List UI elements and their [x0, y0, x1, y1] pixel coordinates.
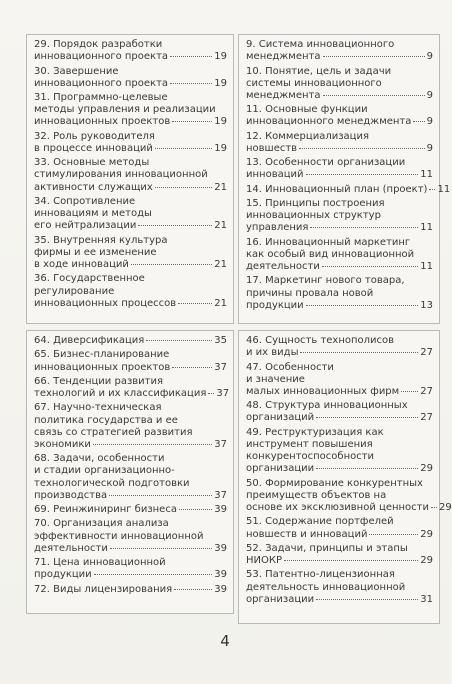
toc-entry-text: и их виды — [246, 347, 299, 359]
toc-entry-text: 53. Патентно-лицензионная — [246, 569, 395, 581]
toc-entry-text: основе их эксклюзивной ценности — [246, 502, 429, 514]
toc-entry — [246, 569, 433, 606]
page-number: 4 — [220, 632, 230, 650]
toc-entry-text: инноваций — [246, 169, 304, 181]
toc-page-ref: 21 — [214, 297, 227, 309]
toc-block-bottom-right — [238, 330, 452, 624]
dot-leader — [299, 148, 425, 149]
dot-leader — [284, 560, 418, 561]
toc-entry-text: фирмы и ее изменение — [34, 246, 157, 258]
dot-leader — [146, 340, 212, 341]
toc-entry-text: продукции — [34, 569, 92, 581]
toc-entry-text: инновационных структур — [246, 210, 381, 222]
toc-block-top-left — [26, 34, 234, 324]
toc-entry-last-line — [246, 90, 433, 102]
toc-entry — [246, 157, 433, 181]
toc-entry-text: производства — [34, 489, 108, 501]
dot-leader — [310, 227, 418, 228]
toc-entry — [34, 584, 227, 596]
toc-entry-last-line — [246, 502, 452, 514]
toc-entry — [34, 375, 230, 400]
toc-entry-last-line — [34, 569, 227, 581]
toc-entry-text: 16. Инновационный маркетинг — [246, 236, 411, 248]
dot-leader — [306, 305, 419, 306]
toc-entry-text: 48. Структура инновационных — [246, 400, 408, 412]
toc-entry — [246, 477, 452, 515]
toc-page-ref: 27 — [420, 385, 433, 397]
toc-page-ref: 9 — [426, 51, 433, 63]
toc-entry-text: конкурентоспособности — [246, 451, 375, 463]
toc-block-bottom-left — [26, 330, 234, 614]
toc-entry-text: 14. Инновационный план (проект) — [246, 183, 428, 195]
toc-page-ref: 39 — [214, 542, 227, 554]
toc-entry-text: причины провала новой — [246, 287, 374, 299]
toc-entry — [34, 92, 227, 129]
toc-entry-text: его нейтрализации — [34, 220, 137, 232]
toc-entry — [34, 402, 227, 451]
toc-entry — [246, 104, 433, 128]
toc-entry-last-line — [246, 300, 433, 312]
dot-leader — [401, 391, 418, 392]
toc-entry-text: 34. Сопротивление — [34, 195, 136, 207]
toc-entry-last-line — [246, 116, 433, 128]
dot-leader — [322, 266, 418, 267]
toc-entry — [34, 39, 227, 63]
toc-entry — [34, 157, 227, 194]
toc-page-ref: 19 — [214, 142, 227, 154]
dot-leader — [300, 352, 418, 353]
toc-entry-last-line — [34, 259, 227, 271]
dot-leader — [323, 95, 425, 96]
toc-entry-text: 46. Сущность технополисов — [246, 335, 395, 346]
toc-entry-last-line — [34, 490, 227, 502]
dot-leader — [431, 507, 437, 508]
toc-entry-text: 12. Коммерциализация — [246, 130, 369, 142]
toc-entry-text: 67. Научно-техническая — [34, 402, 162, 414]
dot-leader — [316, 468, 418, 469]
toc-entry — [246, 66, 433, 103]
toc-entry-last-line — [34, 362, 227, 374]
toc-page-ref: 9 — [426, 142, 433, 154]
toc-entry-text: технологической подготовки — [34, 477, 190, 489]
toc-entry-text: активности служащих — [34, 181, 153, 193]
toc-page-ref: 39 — [214, 569, 227, 581]
toc-entry-last-line — [34, 51, 227, 63]
toc-entry-text: НИОКР — [246, 555, 283, 567]
toc-entry-text: 47. Особенности — [246, 361, 334, 373]
toc-page-ref: 13 — [420, 299, 433, 311]
toc-entry-last-line — [246, 222, 433, 234]
toc-entry-text: преимуществ объектов на — [246, 489, 387, 501]
toc-entry-text: организации — [246, 593, 315, 605]
toc-entry-text: 70. Организация анализа — [34, 518, 169, 530]
toc-entry — [246, 131, 433, 155]
toc-entry-text: управления — [246, 222, 309, 234]
toc-page-ref: 37 — [214, 438, 227, 450]
toc-entry-last-line — [246, 347, 433, 359]
toc-entry-text: деятельности — [34, 542, 108, 554]
toc-entry-text: 11. Основные функции — [246, 104, 368, 116]
toc-page-ref: 19 — [214, 51, 227, 63]
toc-entry-last-line — [246, 386, 433, 398]
toc-entry-text: 68. Задачи, особенности — [34, 453, 165, 465]
toc-entry-text: 29. Порядок разработки — [34, 39, 163, 50]
toc-entry — [34, 131, 227, 155]
toc-entry-last-line — [34, 584, 227, 596]
toc-entry-text: системы инновационного — [246, 77, 382, 89]
toc-page-ref: 27 — [420, 412, 433, 424]
toc-entry-last-line — [246, 412, 433, 424]
toc-entry-text: 52. Задачи, принципы и этапы — [246, 542, 408, 554]
toc-entry-text: 69. Реинжиниринг бизнеса — [34, 504, 177, 516]
dot-leader — [110, 548, 212, 549]
dot-leader — [174, 589, 212, 590]
dot-leader — [369, 534, 418, 535]
toc-entry — [34, 349, 227, 373]
toc-entry — [246, 427, 433, 476]
toc-entry-text: в процессе инноваций — [34, 142, 153, 154]
toc-entry-text: 32. Роль руководителя — [34, 130, 155, 142]
toc-entry-last-line — [246, 51, 433, 63]
toc-entry-text: организаций — [246, 412, 315, 424]
toc-page-ref: 27 — [420, 347, 433, 359]
dot-leader — [131, 264, 212, 265]
toc-entry-text: 31. Программно-целевые — [34, 92, 168, 103]
toc-entry-text: 50. Формирование конкурентных — [246, 477, 423, 489]
dot-leader — [172, 121, 212, 122]
toc-entry-last-line — [246, 529, 433, 541]
toc-entry-text: экономики — [34, 438, 91, 450]
toc-page-ref: 9 — [426, 116, 433, 128]
toc-entry-last-line — [34, 78, 227, 90]
toc-entry-last-line — [246, 555, 433, 567]
toc-entry — [34, 557, 227, 581]
toc-entry — [246, 400, 433, 424]
toc-entry-text: 15. Принципы построения — [246, 198, 385, 209]
toc-entry-last-line — [34, 543, 227, 555]
toc-entry-text: технологий и их классификация — [34, 388, 207, 399]
toc-entry-last-line — [34, 116, 227, 128]
toc-entry — [34, 518, 227, 555]
dot-leader — [178, 303, 212, 304]
toc-entry-last-line — [246, 169, 433, 181]
toc-entry-text: 51. Содержание портфелей — [246, 516, 394, 528]
toc-page-ref: 19 — [214, 77, 227, 89]
dot-leader — [323, 56, 425, 57]
toc-entry — [34, 235, 227, 272]
toc-entry-text: 36. Государственное — [34, 273, 145, 285]
toc-entry — [246, 275, 433, 312]
toc-entry-text: 9. Система инновационного — [246, 39, 395, 50]
toc-entry-text: методы управления и реализации — [34, 104, 216, 116]
dot-leader — [93, 444, 212, 445]
toc-entry-last-line — [34, 439, 227, 451]
toc-entry-text: инновационных проектов — [34, 116, 171, 128]
toc-entry-last-line — [34, 335, 227, 347]
toc-entry-text: менеджмента — [246, 89, 321, 101]
dot-leader — [155, 187, 212, 188]
toc-entry-text: деятельности — [246, 261, 320, 273]
toc-entry-text: инструмент повышения — [246, 438, 373, 450]
toc-page-ref: 11 — [420, 261, 433, 273]
dot-leader — [155, 148, 212, 149]
toc-page-ref: 29 — [420, 463, 433, 475]
toc-entry — [246, 516, 433, 540]
toc-entry — [34, 335, 227, 347]
toc-entry-text: новшеств и инноваций — [246, 528, 368, 540]
toc-page-ref: 37 — [216, 388, 230, 399]
toc-entry-text: эффективности инновационной — [34, 530, 204, 542]
dot-leader — [94, 574, 213, 575]
toc-entry-last-line — [34, 182, 227, 194]
dot-leader — [170, 83, 212, 84]
toc-entry-last-line — [34, 143, 227, 155]
toc-entry-text: инновационного проекта — [34, 77, 169, 89]
toc-entry-text: 13. Особенности организации — [246, 157, 406, 169]
toc-entry-text: организации — [246, 463, 315, 475]
toc-page-ref: 21 — [214, 220, 227, 232]
toc-entry-text: в ходе инноваций — [34, 259, 129, 271]
toc-page-ref: 11 — [437, 183, 451, 195]
toc-entry — [246, 183, 451, 196]
toc-entry-text: 33. Основные методы — [34, 157, 150, 169]
toc-entry — [34, 196, 227, 233]
toc-entry-text: инновационного менеджмента — [246, 116, 412, 128]
toc-page-ref: 35 — [214, 335, 227, 346]
toc-entry-last-line — [246, 463, 433, 475]
toc-entry — [246, 362, 433, 399]
toc-entry — [34, 66, 227, 90]
toc-entry-last-line — [246, 594, 433, 606]
toc-entry-text: 49. Реструктуризация как — [246, 426, 384, 438]
toc-entry — [246, 198, 433, 235]
toc-block-top-right — [238, 34, 451, 324]
dot-leader — [316, 417, 418, 418]
dot-leader — [306, 174, 419, 175]
dot-leader — [170, 56, 212, 57]
toc-entry-text: 71. Цена инновационной — [34, 557, 166, 569]
toc-page-ref: 37 — [214, 489, 227, 501]
toc-entry-text: деятельность инновационной — [246, 581, 406, 593]
toc-entry — [34, 453, 227, 502]
toc-entry-last-line — [34, 298, 227, 310]
toc-page-ref: 21 — [214, 181, 227, 193]
toc-entry-last-line — [34, 220, 227, 232]
toc-entry-text: 17. Маркетинг нового товара, — [246, 275, 405, 287]
dot-leader — [172, 367, 212, 368]
toc-entry-last-line — [246, 183, 451, 196]
dot-leader — [179, 509, 212, 510]
toc-entry-text: связь со стратегией развития — [34, 426, 193, 438]
toc-entry-text: продукции — [246, 299, 304, 311]
toc-entry-text: регулирование — [34, 285, 115, 297]
toc-entry-text: 64. Диверсификация — [34, 335, 145, 346]
toc-page-ref: 29 — [420, 555, 433, 567]
dot-leader — [429, 189, 435, 190]
toc-entry-text: и значение — [246, 373, 305, 385]
dot-leader — [413, 121, 424, 122]
dot-leader — [208, 393, 214, 394]
toc-entry-last-line — [246, 261, 433, 273]
toc-entry-text: 66. Тенденции развития — [34, 375, 163, 387]
toc-page-ref: 19 — [214, 116, 227, 128]
toc-page-ref: 11 — [420, 169, 433, 181]
toc-page-ref: 21 — [214, 259, 227, 271]
toc-page-ref: 39 — [214, 504, 227, 516]
toc-entry-text: 65. Бизнес-планирование — [34, 349, 170, 361]
toc-entry — [34, 273, 227, 310]
toc-entry-text: инновационных проектов — [34, 361, 171, 373]
toc-page-ref: 31 — [420, 593, 433, 605]
toc-entry-text: как особый вид инновационной — [246, 248, 415, 260]
toc-entry — [246, 39, 433, 63]
toc-entry-text: и стадии организационно- — [34, 465, 175, 477]
toc-page-ref: 37 — [214, 361, 227, 373]
toc-entry-text: менеджмента — [246, 51, 321, 63]
toc-entry-text: инновациям и методы — [34, 208, 152, 220]
toc-entry — [246, 237, 433, 274]
dot-leader — [316, 599, 418, 600]
toc-page-ref: 29 — [439, 502, 452, 514]
toc-page-ref: 9 — [426, 89, 433, 101]
toc-page-ref: 11 — [420, 222, 433, 234]
toc-entry-text: 30. Завершение — [34, 65, 119, 77]
toc-entry — [246, 543, 433, 567]
toc-page-ref: 29 — [420, 528, 433, 540]
toc-entry-last-line — [34, 388, 230, 400]
dot-leader — [109, 495, 212, 496]
toc-entry-text: 35. Внутренняя культура — [34, 234, 168, 246]
toc-entry-text: политика государства и ее — [34, 414, 178, 426]
toc-entry-text: новшеств — [246, 142, 298, 154]
toc-entry-text: стимулирования инновационной — [34, 169, 208, 181]
toc-entry — [34, 504, 227, 516]
toc-entry-text: инновационного проекта — [34, 51, 169, 63]
toc-entry-last-line — [246, 143, 433, 155]
toc-page-ref: 39 — [214, 583, 227, 595]
toc-entry-text: малых инновационных фирм — [246, 385, 400, 397]
toc-entry-text: инновационных процессов — [34, 297, 177, 309]
toc-entry-text: 72. Виды лицензирования — [34, 583, 173, 595]
toc-entry-text: 10. Понятие, цель и задачи — [246, 65, 392, 77]
toc-entry — [246, 335, 433, 359]
dot-leader — [138, 225, 212, 226]
toc-entry-last-line — [34, 504, 227, 516]
